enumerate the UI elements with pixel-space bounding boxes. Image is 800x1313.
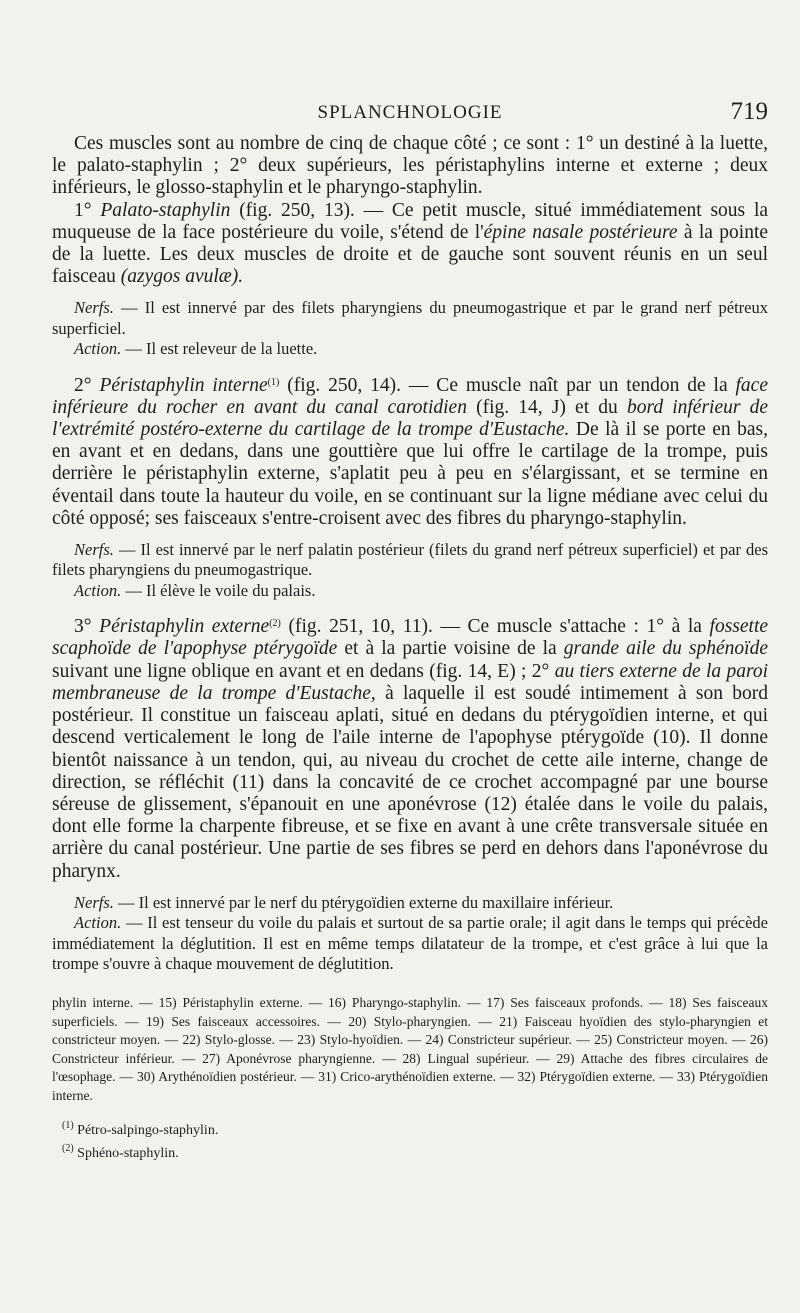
action-label: Action. xyxy=(74,913,122,933)
footnotes xyxy=(52,1117,768,1163)
nerfs-text: — Il est innervé par des filets pharyngiens du pneumogastrique et par le grand nerf pétreux superficiel. xyxy=(52,298,769,338)
nerfs-text: — Il est innervé par le nerf palatin postérieur (filets du grand nerf pétreux superficiel) et par des filets pharyngiens du pneumogastrique. xyxy=(52,540,769,580)
paragraph-text: (fig. 14, J) et du xyxy=(476,396,618,418)
paragraph-text: — Ce petit muscle, situé immédiatement sous la muqueuse de la face postérieure du voile, s'étend de l' xyxy=(52,199,769,243)
figure-reference: (fig. 250, 14). xyxy=(287,374,402,396)
figure-legend: phylin interne. — 15) Péristaphylin externe. — 16) Pharyngo-staphylin. — 17) Ses faisceaux profonds. — 18) Ses faisceaux superficiels. — 19) Ses faisceaux accessoires. — 20) Stylo-pharyngien. — 21) Faisceau hyoïdien des stylo-pharyngien et constricteur moyen. — 22) Stylo-glosse. — 23) Stylo-hyoïdien. — 24) Constricteur supérieur. — 25) Constricteur moyen. — 26) Constricteur inférieur. — 27) Aponévrose pharyngienne. — 28) Lingual supérieur. — 29) Attache des fibres circulaires de l'œsophage. — 30) Arythénoïdien postérieur. — 31) Crico-arythénoïdien externe. — 32) Ptérygoïdien externe. — 33) Ptérygoïdien interne. xyxy=(52,995,768,1103)
emphasis-text: fossette scaphoïde de l'apophyse ptérygoïde xyxy=(52,616,769,660)
paragraph-text: De là il se porte en bas, en avant et en dedans, dans une gouttière que lui offre le cartilage de la trompe, puis derrière le péristaphylin externe, s'aplatit peu à peu en s'élargissant, et se termine en éventail dans toute la hauteur du voile, en se continuant sur la ligne médiane avec celui du côté opposé; ses faisceaux s'entre-croisent avec des fibres du pharyngo-staphylin. xyxy=(52,419,768,529)
peristaphylin-externe-paragraph xyxy=(52,613,768,882)
footnote-marker: (1) xyxy=(267,376,280,388)
peristaphylin-interne-paragraph xyxy=(52,372,768,530)
paragraph-text: et à la partie voisine de la xyxy=(344,638,557,660)
chapter-title: SPLANCHNOLOGIE xyxy=(317,102,503,123)
muscle-name: Péristaphylin interne xyxy=(99,374,268,396)
page-body xyxy=(52,133,768,1163)
nerfs-paragraph xyxy=(52,298,768,339)
emphasis-text: au tiers externe de la paroi membraneuse de la trompe d'Eustache, xyxy=(52,660,769,704)
nerfs-text: — Il est innervé par le nerf du ptérygoïdien externe du maxillaire inférieur. xyxy=(118,892,614,912)
paragraph-text: — Ce muscle s'attache : 1° à la xyxy=(440,616,702,638)
footnote-mark: (1) xyxy=(62,1120,74,1132)
footnote-text: Pétro-salpingo-staphylin. xyxy=(77,1123,219,1139)
figure-reference: (fig. 251, 10, 11). xyxy=(288,616,433,638)
nerfs-paragraph xyxy=(52,893,768,913)
action-text: — Il est tenseur du voile du palais et surtout de sa partie orale; il agit dans le temps qui précède immédiatement la déglutition. Il est en même temps dilatateur de la trompe, et c'est grâce à lui que la trompe s'ouvre à chaque mouvement de déglutition. xyxy=(52,913,769,973)
page-number: 719 xyxy=(730,98,768,125)
nerfs-label: Nerfs. xyxy=(74,892,114,912)
paragraph-text: à laquelle il est soudé intimement à son bord postérieur. Il constitue un faisceau aplati, situé en dedans du ptérygoïdien interne, et qui descend verticalement le long de l'aile interne de l'apophyse ptérygoïde (10). Il donne bientôt naissance à un tendon, qui, au niveau du crochet de cette aile interne, change de direction, se réfléchit (11) dans la concavité de ce crochet accompagné par une bourse séreuse de glissement, s'épanouit en une aponévrose (12) étalée dans le voile du palais, dont elle forme la charpente fibreuse, et se fixe en avant à une crête transversale située en arrière du canal postérieur. Une partie de ses fibres se perd en dehors dans l'aponévrose du pharynx. xyxy=(52,682,768,882)
emphasis-text: épine nasale postérieure xyxy=(483,221,678,243)
section-number: 2° xyxy=(74,374,92,396)
footnote xyxy=(52,1140,768,1163)
action-label: Action. xyxy=(74,339,122,359)
action-paragraph xyxy=(52,913,768,974)
nerfs-label: Nerfs. xyxy=(74,540,114,560)
nerfs-paragraph xyxy=(52,540,768,581)
muscle-name: Palato-staphylin xyxy=(100,199,231,221)
paragraph-text: suivant une ligne oblique en avant et en dedans (fig. 14, E) ; 2° xyxy=(52,660,550,682)
muscle-name: Péristaphylin externe xyxy=(99,616,270,638)
footnote-marker: (2) xyxy=(269,618,281,630)
action-paragraph xyxy=(52,339,768,359)
paragraph-text: à la pointe de la luette. Les deux muscles de droite et de gauche sont souvent réunis en un seul faisceau xyxy=(52,221,769,288)
action-text: — Il élève le voile du palais. xyxy=(125,580,316,600)
footnote xyxy=(52,1117,768,1140)
emphasis-text: grande aile du sphénoïde xyxy=(563,638,768,660)
footnote-text: Sphéno-staphylin. xyxy=(77,1146,179,1162)
emphasis-text: face inférieure du rocher en avant du canal carotidien xyxy=(52,374,768,418)
footnote-mark: (2) xyxy=(62,1143,74,1155)
action-text: — Il est releveur de la luette. xyxy=(125,339,318,359)
emphasis-text: (azygos avulæ). xyxy=(120,266,244,288)
section-number: 3° xyxy=(74,616,92,638)
running-header xyxy=(52,98,768,132)
palato-staphylin-paragraph xyxy=(52,200,768,289)
action-paragraph xyxy=(52,581,768,601)
figure-reference: (fig. 250, 13). xyxy=(239,199,355,221)
action-label: Action. xyxy=(74,580,122,600)
nerfs-label: Nerfs. xyxy=(74,298,114,318)
intro-paragraph: Ces muscles sont au nombre de cinq de chaque côté ; ce sont : 1° un destiné à la luette, le palato-staphylin ; 2° deux supérieurs, les péristaphylins interne et externe ; deux inférieurs, le glosso-staphylin et le pharyngo-staphylin. xyxy=(52,133,768,199)
emphasis-text: bord inférieur de l'extrémité postéro-externe du cartilage de la trompe d'Eustache. xyxy=(52,396,769,441)
paragraph-text: — Ce muscle naît par un tendon de la xyxy=(408,374,728,396)
section-number: 1° xyxy=(74,199,92,221)
